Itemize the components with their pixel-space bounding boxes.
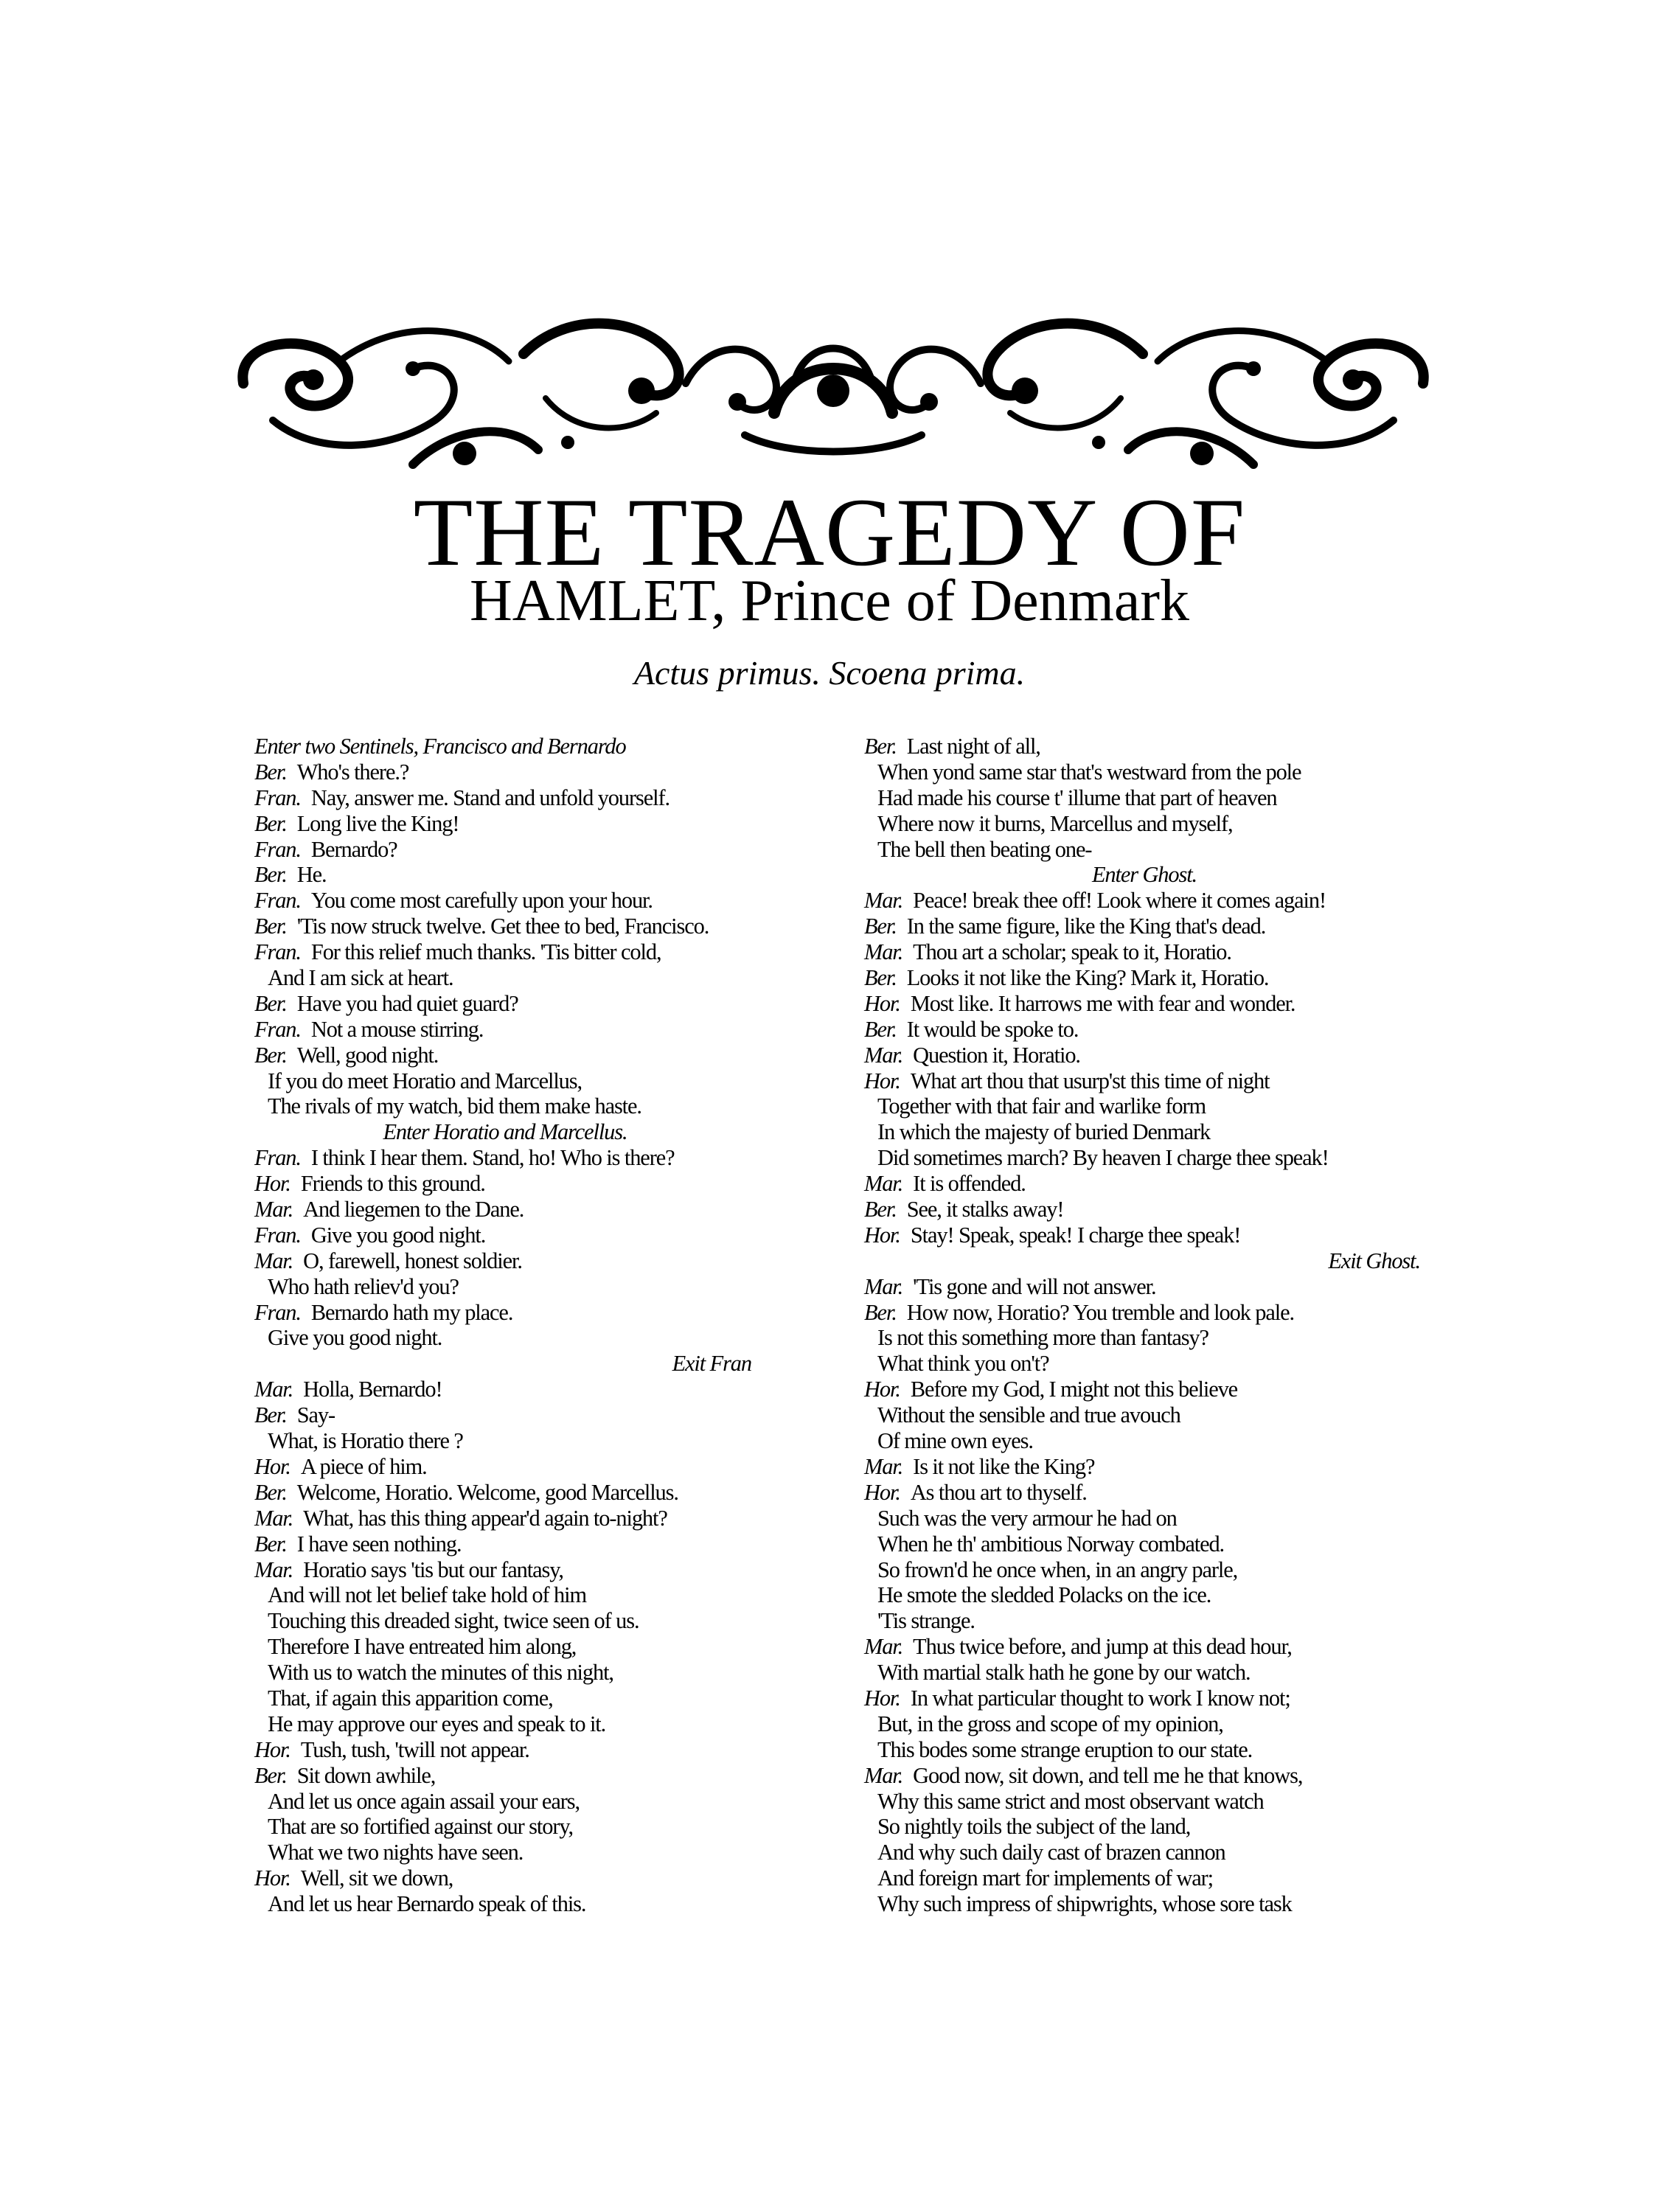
speech-text: Question it, Horatio. xyxy=(913,1042,1080,1068)
speaker-name: Ber. xyxy=(864,1197,897,1222)
speech-line xyxy=(864,734,1425,759)
verse-line: Had made his course t' illume that part of heaven xyxy=(877,785,1277,810)
speaker-name: Hor. xyxy=(254,1171,291,1197)
speaker-name: Mar. xyxy=(864,888,903,914)
speech-line xyxy=(254,1248,756,1274)
verse-line: And let us once again assail your ears, xyxy=(268,1788,580,1814)
verse-line: 'Tis strange. xyxy=(877,1608,975,1634)
verse-line: Therefore I have entreated him along, xyxy=(268,1634,577,1660)
speaker-name: Mar. xyxy=(254,1505,293,1531)
play-subtitle: HAMLET, Prince of Denmark xyxy=(469,568,1189,633)
verse-line: And why such daily cast of brazen cannon xyxy=(877,1840,1225,1865)
speaker-name: Ber. xyxy=(254,1531,287,1557)
speech-text: It is offended. xyxy=(913,1171,1026,1197)
speech-line xyxy=(254,1557,756,1583)
verse-line: Is not this something more than fantasy? xyxy=(877,1325,1208,1351)
verse-line: Did sometimes march? By heaven I charge thee speak! xyxy=(877,1145,1329,1171)
speech-line xyxy=(864,1197,1425,1222)
speaker-name: Mar. xyxy=(864,1171,903,1197)
speaker-name: Ber. xyxy=(254,990,287,1016)
speaker-name: Hor. xyxy=(254,1736,291,1762)
speech-text: I have seen nothing. xyxy=(296,1531,462,1557)
verse-line: But, in the gross and scope of my opinion, xyxy=(877,1711,1223,1736)
speaker-name: Ber. xyxy=(864,734,897,759)
verse-line: Such was the very armour he had on xyxy=(877,1505,1177,1531)
speech-line xyxy=(254,1043,756,1068)
speaker-name: Mar. xyxy=(864,1762,903,1788)
speaker-name: Hor. xyxy=(864,1222,900,1248)
speech-text: Welcome, Horatio. Welcome, good Marcellus. xyxy=(296,1479,678,1505)
speaker-name: Mar. xyxy=(864,1042,903,1068)
verse-line: The bell then beating one- xyxy=(877,836,1092,862)
speech-line xyxy=(254,1531,756,1557)
speech-line xyxy=(864,965,1425,991)
speech-text: Say- xyxy=(296,1402,335,1428)
speech-line xyxy=(254,991,756,1017)
speaker-name: Hor. xyxy=(864,990,900,1016)
speaker-name: Ber. xyxy=(254,1479,287,1505)
verse-line: What we two nights have seen. xyxy=(268,1840,524,1865)
speech-line xyxy=(864,914,1425,939)
speech-text: Give you good night. xyxy=(310,1222,486,1248)
speaker-name: Fran. xyxy=(254,1299,301,1325)
speech-text: Thus twice before, and jump at this dead hour, xyxy=(913,1634,1292,1660)
stage-direction: Enter two Sentinels, Francisco and Bernardo xyxy=(254,734,626,759)
verse-line: Of mine own eyes. xyxy=(877,1428,1033,1454)
speech-line xyxy=(254,1145,756,1171)
speech-text: Thou art a scholar; speak to it, Horatio. xyxy=(913,939,1231,965)
speech-text: As thou art to thyself. xyxy=(910,1479,1087,1505)
verse-line: That, if again this apparition come, xyxy=(268,1685,553,1711)
speaker-name: Ber. xyxy=(254,862,287,888)
stage-direction: Exit Fran xyxy=(672,1351,751,1377)
speech-line xyxy=(864,1274,1425,1300)
speech-text: A piece of him. xyxy=(300,1453,427,1479)
speech-text: Who's there.? xyxy=(296,759,409,785)
verse-line: With martial stalk hath he gone by our watch. xyxy=(877,1660,1251,1686)
speech-line xyxy=(254,939,756,965)
speech-text: It would be spoke to. xyxy=(906,1016,1079,1042)
speech-text: Long live the King! xyxy=(296,810,459,836)
speaker-name: Fran. xyxy=(254,785,301,810)
speech-line xyxy=(864,1068,1425,1094)
verse-line: In which the majesty of buried Denmark xyxy=(877,1119,1211,1145)
speaker-name: Ber. xyxy=(864,965,897,991)
speech-line xyxy=(254,1454,756,1480)
speech-line xyxy=(254,759,756,785)
speech-line xyxy=(864,888,1425,914)
speech-text: Nay, answer me. Stand and unfold yourself. xyxy=(310,785,669,810)
verse-line: Why such impress of shipwrights, whose sore task xyxy=(877,1891,1292,1917)
speech-line xyxy=(864,1763,1425,1789)
verse-line: What, is Horatio there ? xyxy=(268,1428,463,1454)
speech-line xyxy=(864,1171,1425,1197)
speech-line xyxy=(864,1377,1425,1402)
stage-direction: Enter Ghost. xyxy=(1091,862,1197,888)
speech-text: Not a mouse stirring. xyxy=(310,1016,484,1042)
verse-line: With us to watch the minutes of this night, xyxy=(268,1660,613,1686)
text-column-left xyxy=(254,734,756,1917)
speaker-name: Ber. xyxy=(864,914,897,939)
speech-text: Horatio says 'tis but our fantasy, xyxy=(303,1557,563,1582)
speech-line xyxy=(254,1197,756,1222)
verse-line: And will not let belief take hold of him xyxy=(268,1582,587,1608)
speaker-name: Mar. xyxy=(254,1248,293,1273)
speaker-name: Mar. xyxy=(254,1557,293,1582)
speech-line xyxy=(254,1377,756,1402)
speech-text: Well, sit we down, xyxy=(300,1865,453,1891)
play-title: THE TRAGEDY OF xyxy=(413,478,1246,586)
verse-line: Who hath reliev'd you? xyxy=(268,1273,459,1299)
speech-text: Bernardo hath my place. xyxy=(310,1299,513,1325)
speech-text: And liegemen to the Dane. xyxy=(303,1197,524,1222)
verse-line: So frown'd he once when, in an angry parle, xyxy=(877,1557,1238,1582)
flourish-ornament xyxy=(229,310,1438,479)
speaker-name: Fran. xyxy=(254,1016,301,1042)
verse-line: Give you good night. xyxy=(268,1325,442,1351)
speech-line xyxy=(864,1222,1425,1248)
verse-line: Touching this dreaded sight, twice seen of us. xyxy=(268,1608,639,1634)
speech-text: Have you had quiet guard? xyxy=(296,990,518,1016)
speaker-name: Mar. xyxy=(864,1453,903,1479)
speaker-name: Fran. xyxy=(254,1222,301,1248)
verse-line: Where now it burns, Marcellus and myself, xyxy=(877,810,1233,836)
speech-line xyxy=(254,1222,756,1248)
speaker-name: Ber. xyxy=(254,810,287,836)
speech-line xyxy=(864,1017,1425,1043)
speaker-name: Fran. xyxy=(254,1145,301,1171)
verse-line: Why this same strict and most observant watch xyxy=(877,1788,1264,1814)
speech-text: You come most carefully upon your hour. xyxy=(310,888,653,914)
speech-line xyxy=(254,837,756,863)
speech-line xyxy=(254,1402,756,1428)
verse-line: And I am sick at heart. xyxy=(268,965,453,991)
speech-text: What, has this thing appear'd again to-night? xyxy=(303,1505,667,1531)
verse-line: This bodes some strange eruption to our state. xyxy=(877,1736,1253,1762)
speaker-name: Mar. xyxy=(254,1377,293,1402)
speech-line xyxy=(254,1300,756,1326)
speaker-name: Fran. xyxy=(254,888,301,914)
text-column-right xyxy=(864,734,1425,1917)
speaker-name: Hor. xyxy=(254,1865,291,1891)
speech-text: Sit down awhile, xyxy=(296,1762,436,1788)
speech-text: Well, good night. xyxy=(296,1042,439,1068)
speech-line xyxy=(254,914,756,939)
speaker-name: Hor. xyxy=(864,1479,900,1505)
speech-line xyxy=(254,785,756,811)
verse-line: When yond same star that's westward from the pole xyxy=(877,759,1301,785)
speech-text: Peace! break thee off! Look where it comes again! xyxy=(913,888,1326,914)
speech-text: What art thou that usurp'st this time of night xyxy=(910,1068,1270,1093)
speech-text: How now, Horatio? You tremble and look pale. xyxy=(906,1299,1294,1325)
speech-text: Stay! Speak, speak! I charge thee speak! xyxy=(910,1222,1241,1248)
speech-text: Looks it not like the King? Mark it, Horatio. xyxy=(906,965,1269,991)
speech-text: Holla, Bernardo! xyxy=(303,1377,442,1402)
speech-line xyxy=(254,811,756,837)
speech-text: He. xyxy=(296,862,327,888)
speech-text: Last night of all, xyxy=(906,734,1040,759)
speech-text: 'Tis now struck twelve. Get thee to bed, Francisco. xyxy=(296,914,709,939)
speech-line xyxy=(254,888,756,914)
speaker-name: Ber. xyxy=(254,759,287,785)
speech-text: Most like. It harrows me with fear and wonder. xyxy=(910,990,1295,1016)
speech-line xyxy=(864,1300,1425,1326)
stage-direction: Exit Ghost. xyxy=(1328,1248,1420,1273)
speaker-name: Mar. xyxy=(254,1197,293,1222)
speech-line xyxy=(864,1634,1425,1660)
verse-line: If you do meet Horatio and Marcellus, xyxy=(268,1068,582,1093)
speaker-name: Mar. xyxy=(864,1273,903,1299)
speech-text: Before my God, I might not this believe xyxy=(910,1377,1238,1402)
speech-line xyxy=(254,1506,756,1531)
speaker-name: Ber. xyxy=(254,914,287,939)
speech-line xyxy=(864,1043,1425,1068)
speaker-name: Mar. xyxy=(864,939,903,965)
speech-text: For this relief much thanks. 'Tis bitter cold, xyxy=(310,939,661,965)
verse-line: That are so fortified against our story, xyxy=(268,1814,573,1840)
speech-text: I think I hear them. Stand, ho! Who is there? xyxy=(310,1145,675,1171)
speech-line xyxy=(864,939,1425,965)
speech-line xyxy=(254,1737,756,1763)
verse-line: The rivals of my watch, bid them make haste. xyxy=(268,1093,641,1119)
verse-line: Together with that fair and warlike form xyxy=(877,1093,1206,1119)
speaker-name: Ber. xyxy=(864,1016,897,1042)
speech-text: Is it not like the King? xyxy=(913,1453,1095,1479)
speaker-name: Hor. xyxy=(254,1453,291,1479)
speaker-name: Ber. xyxy=(254,1402,287,1428)
speaker-name: Ber. xyxy=(254,1042,287,1068)
speech-line xyxy=(254,1017,756,1043)
speech-line xyxy=(254,1763,756,1789)
speaker-name: Hor. xyxy=(864,1068,900,1093)
verse-line: And let us hear Bernardo speak of this. xyxy=(268,1891,586,1917)
speech-text: In the same figure, like the King that's dead. xyxy=(906,914,1266,939)
speech-text: See, it stalks away! xyxy=(906,1197,1064,1222)
speech-line xyxy=(864,991,1425,1017)
verse-line: So nightly toils the subject of the land, xyxy=(877,1814,1191,1840)
speaker-name: Hor. xyxy=(864,1685,900,1711)
speech-line xyxy=(864,1686,1425,1711)
verse-line: He smote the sledded Polacks on the ice. xyxy=(877,1582,1211,1608)
speech-line xyxy=(254,862,756,888)
verse-line: What think you on't? xyxy=(877,1351,1049,1377)
verse-line: He may approve our eyes and speak to it. xyxy=(268,1711,606,1736)
speech-text: Friends to this ground. xyxy=(300,1171,485,1197)
speech-text: 'Tis gone and will not answer. xyxy=(913,1273,1156,1299)
speech-text: Bernardo? xyxy=(310,836,397,862)
speech-text: Good now, sit down, and tell me he that knows, xyxy=(913,1762,1303,1788)
speaker-name: Ber. xyxy=(864,1299,897,1325)
speaker-name: Fran. xyxy=(254,939,301,965)
stage-direction: Enter Horatio and Marcellus. xyxy=(383,1119,627,1145)
speech-line xyxy=(254,1171,756,1197)
speech-line xyxy=(864,1480,1425,1506)
speech-text: O, farewell, honest soldier. xyxy=(303,1248,522,1273)
verse-line: When he th' ambitious Norway combated. xyxy=(877,1531,1225,1557)
verse-line: And foreign mart for implements of war; xyxy=(877,1865,1214,1891)
speaker-name: Fran. xyxy=(254,836,301,862)
speaker-name: Ber. xyxy=(254,1762,287,1788)
speech-line xyxy=(254,1865,756,1891)
speech-text: Tush, tush, 'twill not appear. xyxy=(300,1736,529,1762)
speech-text: In what particular thought to work I know not; xyxy=(910,1685,1290,1711)
act-scene-heading: Actus primus. Scoena prima. xyxy=(633,654,1026,692)
speech-line xyxy=(254,1480,756,1506)
speech-line xyxy=(864,1454,1425,1480)
speaker-name: Hor. xyxy=(864,1377,900,1402)
verse-line: Without the sensible and true avouch xyxy=(877,1402,1180,1428)
speaker-name: Mar. xyxy=(864,1634,903,1660)
